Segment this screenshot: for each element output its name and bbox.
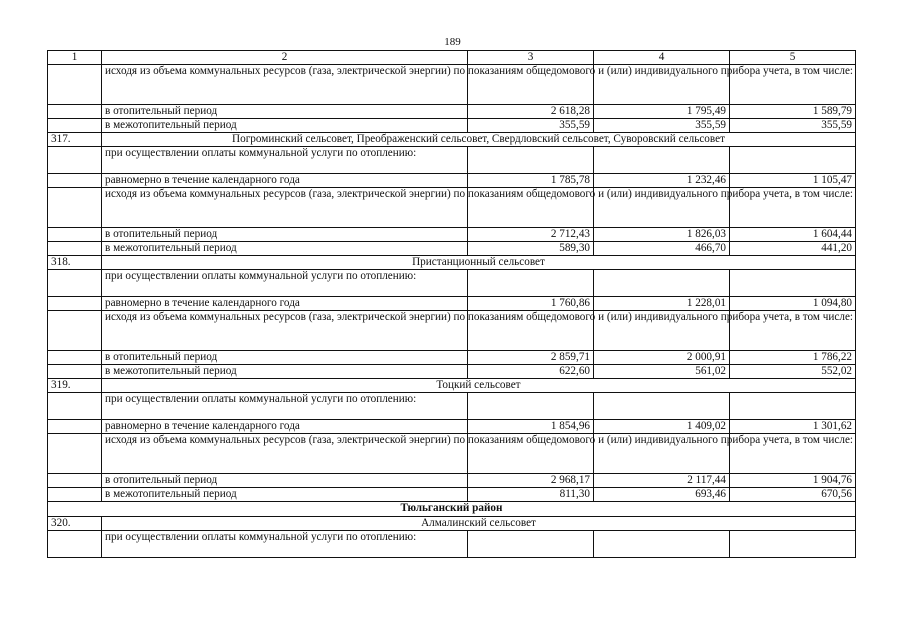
table-row — [48, 311, 856, 351]
table-row — [48, 105, 856, 119]
table-row — [48, 434, 856, 474]
row-label: равномерно в течение календарного года — [102, 297, 468, 311]
column-header-2: 2 — [102, 51, 468, 65]
table-row — [48, 488, 856, 502]
column-header-3: 3 — [468, 51, 594, 65]
section-row — [48, 256, 856, 270]
row-number-cell — [48, 119, 102, 133]
table-row — [48, 420, 856, 434]
value-col-4 — [594, 270, 730, 297]
column-header-1: 1 — [48, 51, 102, 65]
row-number-cell — [48, 351, 102, 365]
value-col-4: 2 000,91 — [594, 351, 730, 365]
row-label: исходя из объема коммунальных ресурсов (газа, электрической энергии) по показаниям общедомового и (или) индивидуального прибора учета, в том числе: — [102, 188, 468, 228]
value-col-4: 1 232,46 — [594, 174, 730, 188]
row-label: при осуществлении оплаты коммунальной услуги по отоплению: — [102, 270, 468, 297]
table-row — [48, 119, 856, 133]
value-col-5: 1 105,47 — [730, 174, 856, 188]
row-label: в отопительный период — [102, 228, 468, 242]
table-row — [48, 147, 856, 174]
row-label: при осуществлении оплаты коммунальной услуги по отоплению: — [102, 393, 468, 420]
row-label: исходя из объема коммунальных ресурсов (газа, электрической энергии) по показаниям общедомового и (или) индивидуального прибора учета, в том числе: — [102, 434, 468, 474]
row-label: исходя из объема коммунальных ресурсов (газа, электрической энергии) по показаниям общедомового и (или) индивидуального прибора учета, в том числе: — [102, 311, 468, 351]
table-row — [48, 174, 856, 188]
value-col-5: 552,02 — [730, 365, 856, 379]
value-col-4 — [594, 531, 730, 558]
row-number-cell — [48, 434, 102, 474]
value-col-5: 670,56 — [730, 488, 856, 502]
row-number-cell — [48, 174, 102, 188]
row-label: в межотопительный период — [102, 119, 468, 133]
value-col-5: 355,59 — [730, 119, 856, 133]
row-number-cell — [48, 270, 102, 297]
value-col-3: 1 854,96 — [468, 420, 594, 434]
row-label: в отопительный период — [102, 474, 468, 488]
table-row — [48, 365, 856, 379]
section-row — [48, 133, 856, 147]
table-row — [48, 270, 856, 297]
section-number: 317. — [48, 133, 102, 147]
section-name: Тоцкий сельсовет — [102, 379, 856, 393]
table-row — [48, 351, 856, 365]
row-number-cell — [48, 311, 102, 351]
row-number-cell — [48, 393, 102, 420]
value-col-4: 1 795,49 — [594, 105, 730, 119]
value-col-5 — [730, 393, 856, 420]
section-number: 320. — [48, 517, 102, 531]
row-number-cell — [48, 65, 102, 105]
value-col-3: 589,30 — [468, 242, 594, 256]
value-col-5: 441,20 — [730, 242, 856, 256]
value-col-4: 466,70 — [594, 242, 730, 256]
row-number-cell — [48, 365, 102, 379]
value-col-3: 2 968,17 — [468, 474, 594, 488]
table-row — [48, 474, 856, 488]
row-number-cell — [48, 242, 102, 256]
table-row — [48, 228, 856, 242]
row-number-cell — [48, 531, 102, 558]
row-number-cell — [48, 488, 102, 502]
value-col-4: 355,59 — [594, 119, 730, 133]
row-number-cell — [48, 420, 102, 434]
section-number: 319. — [48, 379, 102, 393]
row-label: при осуществлении оплаты коммунальной услуги по отоплению: — [102, 531, 468, 558]
value-col-4: 1 826,03 — [594, 228, 730, 242]
value-col-5: 1 301,62 — [730, 420, 856, 434]
value-col-5 — [730, 531, 856, 558]
value-col-3 — [468, 147, 594, 174]
value-col-3 — [468, 393, 594, 420]
row-label: в отопительный период — [102, 105, 468, 119]
row-number-cell — [48, 147, 102, 174]
value-col-4 — [594, 393, 730, 420]
value-col-3 — [468, 270, 594, 297]
value-col-5: 1 604,44 — [730, 228, 856, 242]
value-col-5 — [730, 270, 856, 297]
table-row — [48, 65, 856, 105]
value-col-4 — [594, 147, 730, 174]
value-col-5: 1 786,22 — [730, 351, 856, 365]
column-header-4: 4 — [594, 51, 730, 65]
value-col-4: 2 117,44 — [594, 474, 730, 488]
value-col-3: 355,59 — [468, 119, 594, 133]
section-row — [48, 379, 856, 393]
row-label: при осуществлении оплаты коммунальной услуги по отоплению: — [102, 147, 468, 174]
row-label: в межотопительный период — [102, 242, 468, 256]
value-col-3: 1 760,86 — [468, 297, 594, 311]
value-col-4: 1 409,02 — [594, 420, 730, 434]
row-label: равномерно в течение календарного года — [102, 420, 468, 434]
row-label: в межотопительный период — [102, 365, 468, 379]
value-col-3: 2 859,71 — [468, 351, 594, 365]
value-col-3: 622,60 — [468, 365, 594, 379]
value-col-5: 1 589,79 — [730, 105, 856, 119]
value-col-3: 1 785,78 — [468, 174, 594, 188]
row-label: в межотопительный период — [102, 488, 468, 502]
table-row — [48, 393, 856, 420]
row-number-cell — [48, 297, 102, 311]
tariff-table — [47, 50, 856, 558]
row-label: в отопительный период — [102, 351, 468, 365]
column-header-row — [48, 51, 856, 65]
value-col-3: 2 618,28 — [468, 105, 594, 119]
value-col-3: 2 712,43 — [468, 228, 594, 242]
row-number-cell — [48, 474, 102, 488]
row-number-cell — [48, 105, 102, 119]
row-number-cell — [48, 188, 102, 228]
section-number: 318. — [48, 256, 102, 270]
value-col-5: 1 904,76 — [730, 474, 856, 488]
value-col-3: 811,30 — [468, 488, 594, 502]
district-row — [48, 502, 856, 517]
row-label: равномерно в течение календарного года — [102, 174, 468, 188]
table-row — [48, 242, 856, 256]
table-row — [48, 188, 856, 228]
table-row — [48, 531, 856, 558]
value-col-4: 1 228,01 — [594, 297, 730, 311]
section-row — [48, 517, 856, 531]
page-number: 189 — [444, 36, 461, 48]
section-name: Погроминский сельсовет, Преображенский сельсовет, Свердловский сельсовет, Суворовский сельсовет — [102, 133, 856, 147]
value-col-4: 693,46 — [594, 488, 730, 502]
column-header-5: 5 — [730, 51, 856, 65]
value-col-3 — [468, 531, 594, 558]
value-col-4: 561,02 — [594, 365, 730, 379]
section-name: Пристанционный сельсовет — [102, 256, 856, 270]
tariff-table-body — [48, 51, 856, 558]
district-name: Тюльганский район — [48, 502, 856, 517]
value-col-5 — [730, 147, 856, 174]
table-row — [48, 297, 856, 311]
value-col-5: 1 094,80 — [730, 297, 856, 311]
row-number-cell — [48, 228, 102, 242]
section-name: Алмалинский сельсовет — [102, 517, 856, 531]
row-label: исходя из объема коммунальных ресурсов (газа, электрической энергии) по показаниям общедомового и (или) индивидуального прибора учета, в том числе: — [102, 65, 468, 105]
